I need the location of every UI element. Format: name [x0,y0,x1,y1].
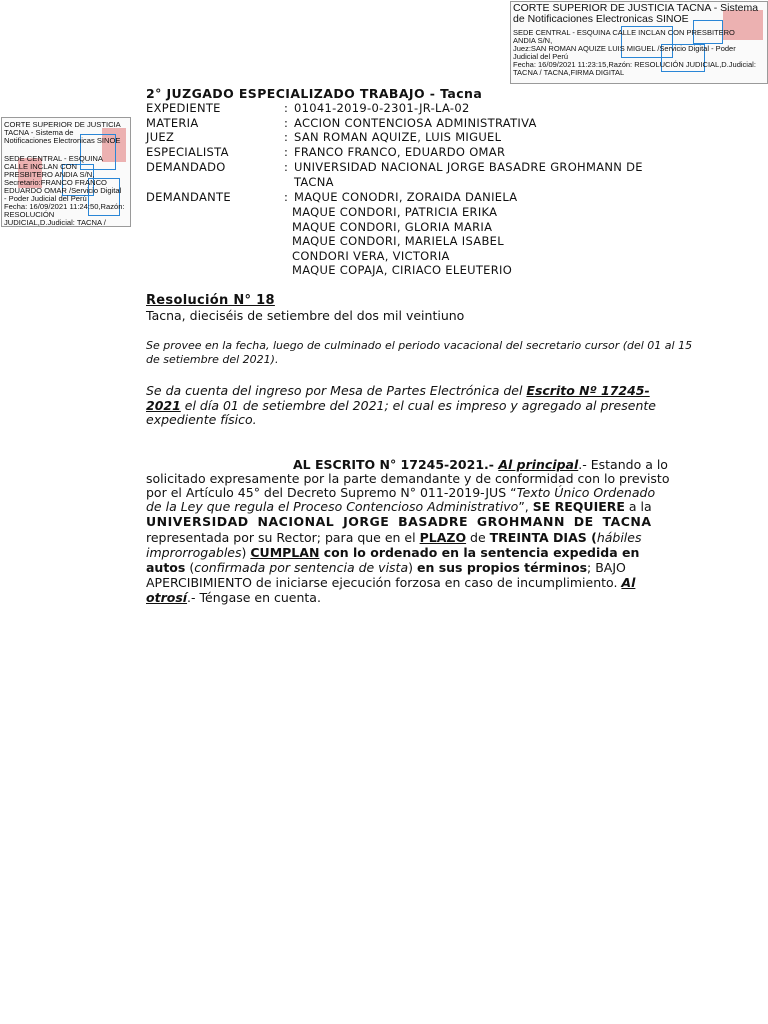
escrito-heading: AL ESCRITO N° 17245-2021.- [293,457,499,472]
field-value: SAN ROMAN AQUIZE, LUIS MIGUEL [294,130,502,144]
body-text: .- Téngase en cuenta. [187,590,321,605]
body-text: con lo ordenado en la sentencia expedida en [319,545,640,560]
body-text: otrosí [146,590,188,605]
body-text: PLAZO [419,530,467,545]
body-line [146,499,652,514]
note-line: de setiembre del 2021). [146,353,279,366]
field-label: JUEZ [146,130,175,144]
body-text: ”, [518,499,533,514]
stamp-line: Juez:SAN ROMAN AQUIZE LUIS MIGUEL /Servicio Digital - Poder [513,44,736,53]
body-text: APERCIBIMIENTO de iniciarse ejecución forzosa en caso de incumplimiento. [146,575,622,590]
field-value: TACNA [294,175,334,189]
field-value: UNIVERSIDAD NACIONAL JORGE BASADRE GROHMANN DE [294,160,643,174]
body-text: SE REQUIERE [532,499,625,514]
stamp-line: Judicial del Perú [513,52,569,61]
stamp-line: PRESBITERO ANDIA S/N, [4,170,95,179]
note-line: Se provee en la fecha, luego de culminado el periodo vacacional del secretario cursor (del 01 al 15 [146,339,693,352]
stamp-line: Secretario:FRANCO FRANCO [4,178,107,187]
cuenta-line: expediente físico. [146,412,257,427]
body-text: TREINTA DIAS ( [489,530,597,545]
stamp-line: Notificaciones Electronicas SINOE [4,136,121,145]
body-line: solicitado expresamente por la parte demandante y de conformidad con lo previsto [146,471,670,486]
body-line [293,457,668,472]
body-line [146,575,635,590]
signature-stamp-secretary [1,117,131,227]
stamp-line: CALLE INCLAN CON [4,162,78,171]
signature-stamp-judge [510,1,768,84]
field-separator: : [284,145,288,159]
court-title: 2° JUZGADO ESPECIALIZADO TRABAJO - Tacna [146,86,483,101]
body-line [146,560,626,575]
field-label: ESPECIALISTA [146,145,229,159]
cuenta-line [146,398,656,413]
body-text: CUMPLAN [250,545,320,560]
field-value: FRANCO FRANCO, EDUARDO OMAR [294,145,506,159]
cuenta-text: el día 01 de setiembre del 2021; el cual es impreso y agregado al presente [180,398,656,413]
field-separator: : [284,190,288,204]
body-text: .- Estando a lo [578,457,668,472]
escrito-ref: Escrito Nº 17245- [526,383,650,398]
stamp-line: JUDICIAL,D.Judicial: TACNA / [4,218,106,227]
stamp-line: SEDE CENTRAL - ESQUINA [4,154,103,163]
escrito-ref: 2021 [146,398,181,413]
al-principal: Al principal [498,457,579,472]
place-date: Tacna, dieciséis de setiembre del dos mil veintiuno [146,308,465,323]
resolution-number: Resolución N° 18 [146,293,275,308]
body-text: Texto Único Ordenado [516,485,656,500]
field-value: 01041-2019-0-2301-JR-LA-02 [294,101,470,115]
body-text: representada por su Rector; para que en el [146,530,420,545]
body-text: confirmada por sentencia de vista [194,560,409,575]
cuenta-line [146,383,650,398]
stamp-line: ANDIA S/N, [513,36,553,45]
field-label: DEMANDANTE [146,190,231,204]
stamp-line: TACNA - Sistema de [4,128,74,137]
field-label: MATERIA [146,116,199,130]
body-text: en sus propios términos [416,560,588,575]
body-text: ( [185,560,195,575]
demandante-name: MAQUE COPAJA, CIRIACO ELEUTERIO [292,263,513,277]
field-separator: : [284,116,288,130]
body-text: de [466,530,490,545]
stamp-line: Fecha: 16/09/2021 11:24:50,Razón: [4,202,125,211]
body-line [146,530,641,545]
stamp-line: TACNA / TACNA,FIRMA DIGITAL [513,68,625,77]
stamp-line: CORTE SUPERIOR DE JUSTICIA [4,120,121,129]
body-text: Al [621,575,636,590]
field-value: MAQUE CONODRI, ZORAIDA DANIELA [294,190,518,204]
body-text: hábiles [596,530,642,545]
field-separator: : [284,101,288,115]
demandante-name: MAQUE CONDORI, GLORIA MARIA [292,220,493,234]
field-separator: : [284,130,288,144]
body-line: UNIVERSIDAD NACIONAL JORGE BASADRE GROHMANN DE TACNA [146,514,652,529]
body-text: de la Ley que regula el Proceso Contencioso Administrativo [146,499,519,514]
field-separator: : [284,160,288,174]
stamp-line: EDUARDO OMAR /Servicio Digital [4,186,122,195]
field-label: EXPEDIENTE [146,101,221,115]
stamp-line: Fecha: 16/09/2021 11:23:15,Razón: RESOLUCIÓN JUDICIAL,D.Judicial: [513,60,756,69]
stamp-line: - Poder Judicial del Perú [4,194,87,203]
body-text: improrrogables [146,545,242,560]
body-text: ; BAJO [587,560,626,575]
body-text: ) [408,560,417,575]
field-label: DEMANDADO [146,160,226,174]
stamp-line: RESOLUCIÓN [4,210,55,219]
demandante-name: MAQUE CONDORI, MARIELA ISABEL [292,234,504,248]
body-text: por el Artículo 45° del Decreto Supremo N° 011-2019-JUS “ [146,485,517,500]
cuenta-text: Se da cuenta del ingreso por Mesa de Partes Electrónica del [146,383,527,398]
body-line [146,590,321,605]
body-line [146,545,639,560]
body-text: ) [241,545,251,560]
field-value: ACCION CONTENCIOSA ADMINISTRATIVA [294,116,537,130]
demandante-name: CONDORI VERA, VICTORIA [292,249,450,263]
stamp-line: de Notificaciones Electronicas SINOE [513,13,689,25]
body-text: autos [146,560,186,575]
demandante-name: MAQUE CONDORI, PATRICIA ERIKA [292,205,498,219]
body-line [146,485,655,500]
body-text: a la [624,499,652,514]
stamp-line: SEDE CENTRAL - ESQUINA CALLE INCLAN CON PRESBITERO [513,28,735,37]
stamp-line: CORTE SUPERIOR DE JUSTICIA TACNA - Sistema [513,2,759,14]
